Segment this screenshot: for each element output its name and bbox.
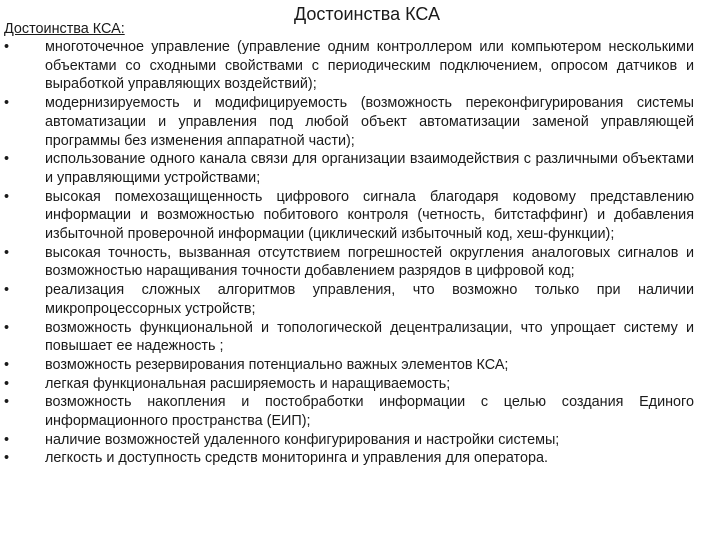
- bullet-icon: •: [4, 151, 10, 168]
- bullet-icon: •: [4, 356, 10, 373]
- bullet-item-single-channel: [4, 150, 694, 187]
- bullet-list: [4, 38, 694, 468]
- bullet-text: модернизируемость и модифицируемость (возможность переконфигурирования системы автоматизации и управления под любой объект автоматизации заменой управляющей программы без изменения аппаратной части);: [45, 95, 694, 149]
- bullet-item-high-accuracy: [4, 244, 694, 281]
- bullet-item-multipoint-control: [4, 38, 694, 94]
- bullet-icon: •: [4, 188, 10, 205]
- bullet-item-extensibility: [4, 375, 694, 394]
- bullet-text: возможность резервирования потенциально важных элементов КСА;: [45, 356, 509, 373]
- bullet-item-information-space: [4, 393, 694, 430]
- bullet-text: высокая помехозащищенность цифрового сигнала благодаря кодовому представлению информации и возможностью побитового контроля (четность, битстаффинг) и добавления избыточной проверочной информации (циклический избыточный код, хеш-функции);: [45, 188, 694, 243]
- bullet-icon: •: [4, 95, 10, 112]
- bullet-icon: •: [4, 431, 10, 448]
- bullet-text: возможность функциональной и топологической децентрализации, что упрощает систему и повышает ее надежность ;: [45, 319, 694, 355]
- bullet-item-remote-configuration: [4, 431, 694, 450]
- bullet-text: использование одного канала связи для организации взаимодействия с различными объектами и управляющими устройствами;: [45, 151, 694, 186]
- bullet-text: реализация сложных алгоритмов управления, что возможно только при наличии микропроцессорных устройств;: [45, 282, 694, 317]
- bullet-text: наличие возможностей удаленного конфигурирования и настройки системы;: [45, 431, 560, 448]
- bullet-icon: •: [4, 282, 10, 299]
- bullet-text: возможность накопления и постобработки информации с целью создания Единого информационного пространства (ЕИП);: [45, 394, 694, 430]
- bullet-icon: •: [4, 394, 10, 411]
- bullet-text: легкая функциональная расширяемость и наращиваемость;: [45, 375, 451, 392]
- bullet-icon: •: [4, 450, 10, 467]
- bullet-item-modernization: [4, 94, 694, 150]
- slide-title: Достоинства КСА: [294, 4, 440, 24]
- bullet-item-monitoring: [4, 449, 694, 468]
- bullet-icon: •: [4, 244, 10, 261]
- bullet-icon: •: [4, 319, 10, 336]
- bullet-item-redundancy: [4, 356, 694, 375]
- bullet-item-noise-immunity: [4, 188, 694, 244]
- bullet-text: высокая точность, вызванная отсутствием погрешностей округления аналоговых сигналов и возможностью наращивания точности добавлением разрядов в цифровой код;: [45, 244, 694, 280]
- bullet-text: легкость и доступность средств мониторинга и управления для оператора.: [45, 450, 548, 467]
- bullet-text: многоточечное управление (управление одним контроллером или компьютером несколькими объектами со сходными свойствами с периодическим подключением, опросом датчиков и выработкой управляющих воздействий);: [45, 39, 694, 93]
- bullet-icon: •: [4, 375, 10, 392]
- bullet-item-decentralization: [4, 319, 694, 356]
- bullet-item-complex-algorithms: [4, 281, 694, 318]
- bullet-icon: •: [4, 39, 10, 55]
- section-heading: Достоинства КСА:: [4, 21, 125, 37]
